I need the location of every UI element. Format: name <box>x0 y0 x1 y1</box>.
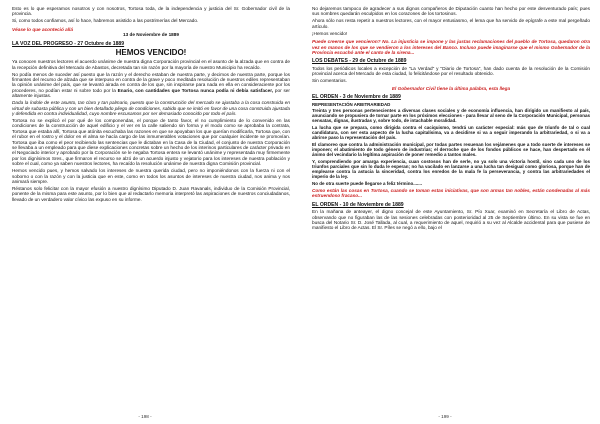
paragraph: Todos los periódicos locales a excepción de "La Verdad" y "Diario de Tortosa", han dado cuenta de la resolución de la Comisión provincial acerca del Mercado de esta ciudad, lo felicitándose por el resultado obtenido. <box>312 65 590 77</box>
paragraph: En la mañana de anteayer, el digno concejal de este Ayuntamiento, Sr. Pío Xuar, examinó en Secretaría el Libro de Actas, observando que no figuraban las de las sesiones celebradas con posterioridad al 25 de Septiembre último. En su vista se fue en busca del Notario Sr. D. José Tallada, al cual, a requerimiento de aquel, requirió a su vez al Alcalde accidental para que pusiese de manifiesto el Libro de Actas. El Sr. Píles se negó a ello, bajo el <box>312 209 590 231</box>
paragraph: Esto es lo que esperamos nosotros y con nosotros, Tortosa toda, de la independencia y justicia del Sr. Gobernador civil de la provincia. <box>12 6 290 17</box>
paragraph <box>12 72 290 99</box>
left-page <box>12 6 290 416</box>
subheading: REPRESENTACIÓN ARBITRARIEDAD <box>312 101 391 107</box>
page-number: - 199 - <box>438 414 452 419</box>
paragraph: No de otra suerte puede llegarse a feliz término....... <box>312 180 423 186</box>
red-title: Véase lo que aconteció allá <box>12 26 73 32</box>
article-title: HEMOS VENCIDO! <box>115 48 187 58</box>
paragraph: Sin comentarios. <box>312 78 347 84</box>
section-heading: LOS DEBATES - 29 de Octubre de 1889 <box>312 58 407 65</box>
paragraph: Y, comprendiendo por amarga experiencia, cuan costosos han de serle, no ya solo una victoria hostil, sino cada uno de los triunfos parciales que sin lo duda le esperan; no ha vacilado en lanzarse a una lucha tan desigual como gloriosa, porque han de emplearse contra la astucia la sinceridad, contra los enredos de la mala fe la perseverancia, y contra las arbitrariedades el imperio de la ley. <box>312 158 590 180</box>
page-number: - 198 - <box>138 414 152 419</box>
red-commentary: Como están las cosas en Tortosa, cuando se toman estas iniciativas, que son armas tan nobles, están condenadas al más estruendoso fracaso... <box>312 187 590 199</box>
date-line: 13 de Noviembre de 1889 <box>122 32 180 38</box>
paragraph: Réstanos solo felicitar con la mayor efusión a nuestro dignísimo Diputado D. Juan Ravanals, individuo de la Comisión Provincial, ponente de la misma para este asunto, por lo bien que al redactarlo memoria interpretó las aspiraciones de nuestros conciudadanos, llevado de un verdadero valor cívico las expuso en su informe. <box>12 186 290 202</box>
section-heading: EL ORDEN - 3 de Noviembre de 1889 <box>312 94 401 101</box>
bold-phrase: Enario, con cantidades que Tortosa nunca podía ni debía satisfacer, <box>117 87 274 93</box>
paragraph: ¡Hemos vencido! <box>312 30 348 36</box>
paragraph: Treinta y tres personas pertenecientes a diversas clases sociales y de economía influencia, han dirigido un manifiesto al país, anunciando se propusiera de tornar parte en los próximos elecciones - para llevar al seno de la Corporación Municipal, personas sensatas, dignas, ilustradas y, sobre todo, de intachable moralidad. <box>312 108 590 124</box>
paragraph-text: No podía menos de suceder así puesto que la razón y el derecho estaban de nuestra parte, y decimos de nuestra parte, porque los firmantes del recurso de alzada que se interpuso en contra de la grave y poco meditada resolución de nuestros ediles representaban la opinión unánime del país, que se levantó airada en contra de los que, sin inspirarse para nada en ella en consideraciente por los procederes, no podían estar ni sobre todo por la <box>12 71 290 93</box>
paragraph-text: por ser altamente injustas. <box>12 87 290 99</box>
right-page <box>312 6 590 416</box>
red-commentary: Puede creerse que vencieron? No. La injusticia se impone y las justas reclamaciones del pueblo de Tortosa, quedaron otra vez en manos de los que se vendieron a los intereses del Banco. Incluso puede imaginarse que el mismo Gobernador de la Provincia escuchó ante el canto de la sirena... <box>312 39 590 56</box>
paragraph: El clamoreo que contra la administración municipal, por todas partes resuenan los vejámenes que a todo suerte de intereses se imponen; el abatimiento de todo género de industrias; el derroche que de los fondos públicos se hace, han despertado en él ánimo del vecindario la legítima aspiración de poner remedio a tantos males. <box>312 142 590 158</box>
paragraph: Si, como todos confiamos, así lo hace, habremos asistido a las postrimerías del Mercado. <box>12 18 199 24</box>
paragraph: No dejaremos tampoco de agradecer a sus dignos compañeros de Diputación cuanto han hecho por este desventurado país; pues sus nombres quedarán esculpidos en los corazones de los tortosinos. <box>312 6 590 17</box>
section-heading: EL ORDEN - 10 de Noviembre de 1889 <box>312 201 404 208</box>
paragraph: Ya conocen nuestros lectores el acuerdo unánime de nuestra digna Corporación provincial en el asunto de la alzada que en contra de la recepción definitiva del Mercado de Abastos, decretada tan sin razón por la mayoría de nuestro Municipio ha recaído. <box>12 59 290 70</box>
paragraph: Dada la índole de este asunto, tan claro y tan palmario, puesto que la construcción del mercado se ajustaba a la cosa construida en virtud de subasta pública y con un bien detallado pliego de condiciones, sabido que se imitó en favor de una cosa construida ajustada y defendida en contra individualidad, cuyo nombre escusamos por ser demasiado conocido por todo el país. <box>12 100 290 116</box>
red-commentary-line: El Gobernador Civil tiene la última palabra, esta llega <box>391 85 511 91</box>
paragraph: Hemos vencido pues, y hemos salvado los intereses de nuestra querida ciudad, pero no imponiéndonos con la fuerza ni con el soborno o con la razón y con la justicia que en este, como en todos los asuntos de intereses de nuestra ciudad, nos anima y nos animará siempre. <box>12 168 290 185</box>
section-heading: LA VOZ DEL PROGRESO - 27 Octubre de 1889 <box>12 40 125 47</box>
paragraph: Ahora sólo nos resta repetir a nuestros lectores, con el mayor entusiasmo, el lema que ha servido de epígrafe a este mal pergeñado artículo. <box>312 18 590 29</box>
paragraph: La lucha que se prepara, como dirigida contra el caciquismo, tendrá un carácter especial: más que de triunfo de tal o cual candidatura, con ser esta aspecto de la lucha capitalísima, va a decidirse si va a seguir imperando la arbitrariedad, o si va a abrirse paso la representación del país. <box>312 125 590 141</box>
paragraph: Tortosa no se explicó el por qué de los componendas, el porque de tanto favor, el no cumplimiento de lo convenido en las condiciones de la construcción de aquel edificio y el ver en la calle saliendo sin forma y el modo como se aprobaba la contrata, Tortosa que estaba allí, Tortosa que atónita escuchaba las razones en que se apoyaban los que querían modificarla, Tortosa que, con el rubor en el rostro y el dolor en el alma se hacía cargo de las inmumerables votaciones que por cualquier incidente se promovían. Tortosa que iba como el peor recibiendo las sentencias que le dictaban en la Casa de la Ciudad, el conjunto de nuestra Corporación se llevaba a un empleado para que diese explicaciones concretas sobre un hecho de los interinos particulares de carácter privado en el Negociado interior y aprobado por la Corporación se le negaba Tortosa entera se levantó unánime y representada muy firmemente por los dignísimos Sres., que firmaron el recurso se alzó de un acuerdo injusto y vejatorio para los intereses de nuestra población y sobre el cual, como ya saben nuestros lectores, ha recaído la resolución unánime de nuestra digna Comisión provincial. <box>12 117 290 167</box>
